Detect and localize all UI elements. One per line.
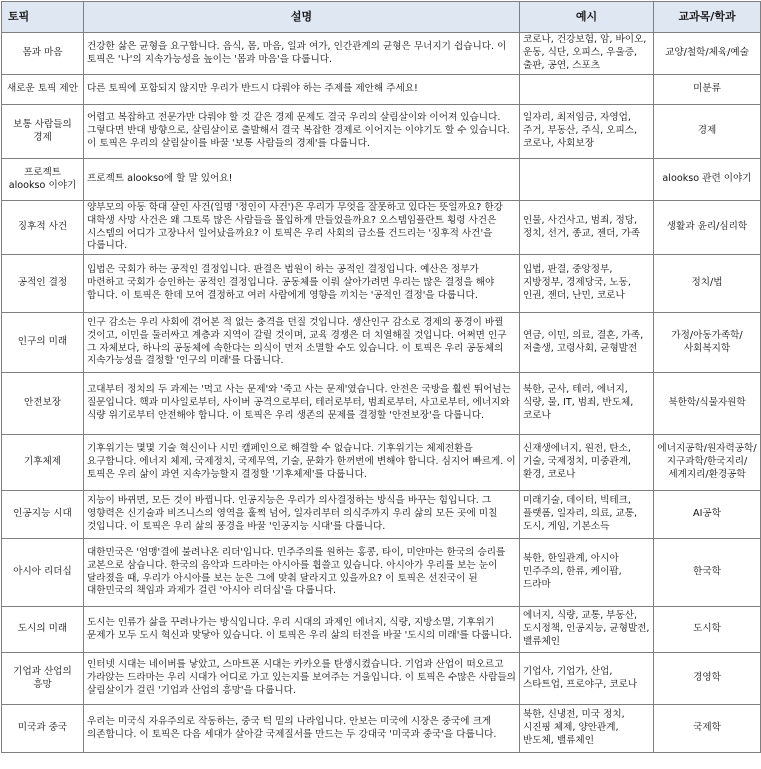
subject-cell: 생활과 윤리/심리학 bbox=[654, 201, 761, 255]
description-cell: 어렵고 복잡하고 전문가만 다뤄야 할 것 같은 경제 문제도 결국 우리의 살림살이와 이어져 있습니다. 그렇다면 반대 방향으로, 살림살이로 출발해서 결국 복잡한 경제로 이어지는 이야기도 할 수 있습니다. 이 토픽은 우리의 살림살이를 바꿀 '보통 사람들의 경제'를 다룹니다. bbox=[84, 105, 520, 159]
table-row bbox=[2, 159, 761, 201]
topic-cell: 인공지능 시대 bbox=[2, 491, 84, 539]
description-cell: 건강한 삶은 균형을 요구합니다. 음식, 몸, 마음, 일과 여가, 인간관계의 균형은 무너지기 쉽습니다. 이 토픽은 '나'의 지속가능성을 높이는 '몸과 마음'을 다룹니다. bbox=[84, 33, 520, 75]
subject-cell: 경제 bbox=[654, 105, 761, 159]
subject-cell: 국제학 bbox=[654, 705, 761, 753]
topic-cell: 도시의 미래 bbox=[2, 607, 84, 653]
subject-cell: alookso 관련 이야기 bbox=[654, 159, 761, 201]
topic-cell: 기후체제 bbox=[2, 435, 84, 491]
table-row bbox=[2, 435, 761, 491]
examples-cell bbox=[520, 159, 654, 201]
table-row bbox=[2, 255, 761, 313]
topic-cell: 몸과 마음 bbox=[2, 33, 84, 75]
table-row bbox=[2, 75, 761, 105]
header-description: 설명 bbox=[84, 2, 520, 33]
examples-cell: 북한, 한일관계, 아시아 민주주의, 한류, 케이팝, 드라마 bbox=[520, 539, 654, 607]
subject-cell: 경영학 bbox=[654, 653, 761, 705]
description-cell: 프로젝트 alookso에 할 말 있어요! bbox=[84, 159, 520, 201]
subject-cell: 가정/아동가족학/사회복지학 bbox=[654, 313, 761, 373]
description-cell: 입법은 국회가 하는 공적인 결정입니다. 판결은 법원이 하는 공적인 결정입니다. 예산은 정부가 마련하고 국회가 승인하는 공적인 결정입니다. 공동체를 이뤄 살아가려면 우리는 많은 결정을 해야 합니다. 이 토픽은 한데 모여 결정하고 여러 사람에게 영향을 끼치는 '공적인 결정'을 다룹니다. bbox=[84, 255, 520, 313]
examples-cell: 북한, 군사, 테러, 에너지, 식량, 물, IT, 범죄, 반도체, 코로나 bbox=[520, 373, 654, 435]
header-topic: 토픽 bbox=[2, 2, 84, 33]
table-row bbox=[2, 539, 761, 607]
header-examples: 예시 bbox=[520, 2, 654, 33]
topic-cell: 프로젝트 alookso 이야기 bbox=[2, 159, 84, 201]
examples-cell: 신재생에너지, 원전, 탄소, 기술, 국제정치, 미중관계, 환경, 코로나 bbox=[520, 435, 654, 491]
topic-cell: 안전보장 bbox=[2, 373, 84, 435]
examples-cell: 에너지, 식량, 교통, 부동산, 도시정책, 인공지능, 균형발전, 밸류체인 bbox=[520, 607, 654, 653]
examples-cell: 북한, 신냉전, 미국 정치, 시진핑 체제, 양안관계, 반도체, 밸류체인 bbox=[520, 705, 654, 753]
table-row bbox=[2, 105, 761, 159]
topic-cell: 징후적 사건 bbox=[2, 201, 84, 255]
subject-cell: 교양/철학/체육/예술 bbox=[654, 33, 761, 75]
table-row bbox=[2, 33, 761, 75]
description-cell: 대한민국은 '엄맹'결에 불려나온 리더'입니다. 민주주의를 원하는 홍콩, 타이, 미얀마는 한국의 승리를 교본으로 삼습니다. 한국의 음악과 드라마는 아시아를 휩쓸고 있습니다. 아시아가 우리를 보는 눈이 달라졌을 때, 우리가 아시아를 보는 눈은 그에 맞춰 달라지고 있을까요? 이 토픽은 선진국이 된 대한민국의 책임과 과제가 걸린 '아시아 리더십'을 다룹니다. bbox=[84, 539, 520, 607]
topic-cell: 아시아 리더십 bbox=[2, 539, 84, 607]
description-cell: 기후위기는 몇몇 기술 혁신이나 시민 캠페인으로 해결할 수 없습니다. 기후위기는 체제전환을 요구합니다. 에너지 체제, 국제정치, 국제무역, 기술, 문화가 한꺼번에 변해야 합니다. 심지어 빠르게. 이 토픽은 우리 삶이 과연 지속가능할지 결정할 '기후체제'를 다룹니다. bbox=[84, 435, 520, 491]
topic-table-document bbox=[1, 1, 760, 753]
description-cell: 다른 토픽에 포함되지 않지만 우리가 반드시 다뤄야 하는 주제를 제안해 주세요! bbox=[84, 75, 520, 105]
description-cell: 고대부터 정치의 두 과제는 '먹고 사는 문제'와 '죽고 사는 문제'였습니다. 안전은 국방을 훨씬 뛰어넘는 질문입니다. 핵과 미사일로부터, 사이버 공격으로부터, 테러로부터, 범죄로부터, 사고로부터, 에너지와 식량 위기로부터 안전해야 합니다. 이 토픽은 우리 생존의 문제를 결정할 '안전보장'을 다룹니다. bbox=[84, 373, 520, 435]
subject-cell: 정치/법 bbox=[654, 255, 761, 313]
topic-cell: 새로운 토픽 제안 bbox=[2, 75, 84, 105]
topic-cell: 공적인 결정 bbox=[2, 255, 84, 313]
table-header-row bbox=[2, 2, 761, 33]
table-row bbox=[2, 373, 761, 435]
topic-cell: 미국과 중국 bbox=[2, 705, 84, 753]
topic-cell: 인구의 미래 bbox=[2, 313, 84, 373]
description-cell: 인구 감소는 우리 사회에 겪어본 적 없는 충격을 던질 것입니다. 생산인구 감소로 경제의 풍경이 바뀔 것이고, 이민을 둘러싸고 계층과 지역이 갈릴 것이며, 교육 경쟁은 더 치열해질 것입니다. 어쩌면 인구 그 자체보다, 하나의 공동체에 속한다는 의식이 먼저 소멸할 수도 있습니다. 이 토픽은 우리 공동체의 지속가능성을 결정할 '인구의 미래'를 다룹니다. bbox=[84, 313, 520, 373]
examples-cell bbox=[520, 75, 654, 105]
topic-table bbox=[1, 1, 761, 753]
subject-cell: 에너지공학/원자력공학/지구과학/한국지리/세계지리/환경공학 bbox=[654, 435, 761, 491]
subject-cell: 북한학/식물자원학 bbox=[654, 373, 761, 435]
subject-cell: 도시학 bbox=[654, 607, 761, 653]
topic-cell: 보통 사람들의 경제 bbox=[2, 105, 84, 159]
table-row bbox=[2, 313, 761, 373]
subject-cell: AI공학 bbox=[654, 491, 761, 539]
examples-cell: 코로나, 건강보험, 암, 바이오, 운동, 식단, 오피스, 우울증, 출판, 공연, 스포츠 bbox=[520, 33, 654, 75]
table-row bbox=[2, 491, 761, 539]
header-subject: 교과목/학과 bbox=[654, 2, 761, 33]
description-cell: 지능이 바뀌면, 모든 것이 바뀝니다. 인공지능은 우리가 의사결정하는 방식을 바꾸는 힘입니다. 그 영향력은 신기술과 비즈니스의 영역을 훌쩍 넘어, 일자리부터 의식주까지 우리 삶의 모든 곳에 미칠 것입니다. 이 토픽은 우리 삶의 풍경을 바꿀 '인공지능 시대'를 다룹니다. bbox=[84, 491, 520, 539]
table-row bbox=[2, 201, 761, 255]
description-cell: 우리는 미국식 자유주의로 작동하는, 중국 턱 밑의 나라입니다. 안보는 미국에 시장은 중국에 크게 의존합니다. 이 토픽은 다음 세대가 살아갈 국제질서를 만드는 두 강대국 '미국과 중국'을 다룹니다. bbox=[84, 705, 520, 753]
examples-cell: 입법, 판결, 중앙정부, 지방정부, 경제당국, 노동, 인권, 젠더, 난민, 코로나 bbox=[520, 255, 654, 313]
table-row bbox=[2, 653, 761, 705]
subject-cell: 미분류 bbox=[654, 75, 761, 105]
description-cell: 도시는 인류가 삶을 꾸려나가는 방식입니다. 우리 시대의 과제인 에너지, 식량, 지방소멸, 기후위기 문제가 모두 도시 혁신과 맞닿아 있습니다. 이 토픽은 우리 삶의 터전을 바꿀 '도시의 미래'를 다룹니다. bbox=[84, 607, 520, 653]
table-row bbox=[2, 607, 761, 653]
examples-cell: 연금, 이민, 의료, 결혼, 가족, 저출생, 고령사회, 균형발전 bbox=[520, 313, 654, 373]
subject-cell: 한국학 bbox=[654, 539, 761, 607]
examples-cell: 미래기술, 데이터, 빅테크, 플랫폼, 일자리, 의료, 교통, 도시, 게임, 기본소득 bbox=[520, 491, 654, 539]
description-cell: 양부모의 아동 학대 살인 사건(일명 '정인이 사건')은 우리가 무엇을 잘못하고 있다는 뜻일까요? 한강 대학생 사망 사건은 왜 그토록 많은 사람들을 몰입하게 만들었을까요? 오스템임플란트 횡령 사건은 시스템의 어디가 고장나서 일어났을까요? 이 토픽은 우리 사회의 급소를 건드리는 '징후적 사건'을 다룹니다. bbox=[84, 201, 520, 255]
examples-cell: 기업사, 기업가, 산업, 스타트업, 프로야구, 코로나 bbox=[520, 653, 654, 705]
table-row bbox=[2, 705, 761, 753]
topic-cell: 기업과 산업의 흥망 bbox=[2, 653, 84, 705]
examples-cell: 인물, 사건사고, 범죄, 정당, 정치, 선거, 종교, 젠더, 가족 bbox=[520, 201, 654, 255]
examples-cell: 일자리, 최저임금, 자영업, 주거, 부동산, 주식, 오피스, 코로나, 사회보장 bbox=[520, 105, 654, 159]
description-cell: 인터넷 시대는 네이버를 낳았고, 스마트폰 시대는 카카오를 탄생시켰습니다. 기업과 산업이 떠오르고 가라앉는 드라마는 우리 시대가 어디로 가고 있는지를 보여주는 거울입니다. 이 토픽은 수많은 사람들의 살림살이가 걸린 '기업과 산업의 흥망'을 다룹니다. bbox=[84, 653, 520, 705]
